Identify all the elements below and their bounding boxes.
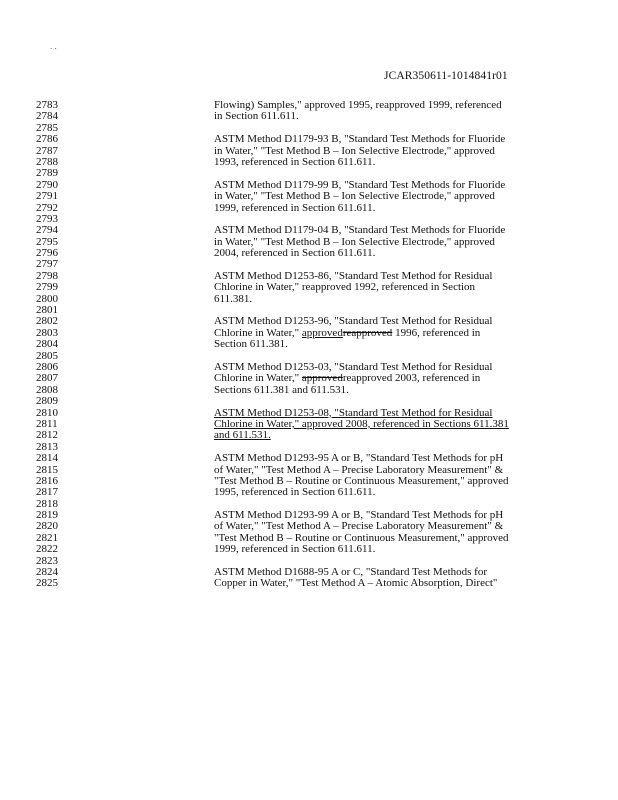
line-number: 2811: [36, 417, 58, 430]
line-number: 2803: [36, 326, 58, 339]
text-segment: ASTM Method D1253-96, "Standard Test Method for Residual: [214, 315, 493, 328]
line-number: 2785: [36, 121, 58, 134]
text-segment: in Water," "Test Method B – Ion Selective Electrode," approved: [214, 190, 495, 203]
line-number: 2798: [36, 269, 58, 282]
text-segment: 1993, referenced in Section 611.611.: [214, 155, 376, 168]
line-text: [214, 578, 497, 589]
line-number: 2794: [36, 224, 58, 237]
inserted-text: Chlorine in Water," approved 2008, referenced in Sections 611.381: [214, 417, 509, 430]
inserted-text: approved: [301, 326, 343, 339]
line-number: 2822: [36, 543, 58, 556]
line-number: 2791: [36, 190, 58, 203]
line-number: 2817: [36, 486, 58, 499]
line-text: [214, 339, 288, 350]
deleted-text: approved: [301, 372, 343, 385]
line-number: 2796: [36, 247, 58, 260]
text-segment: "Test Method B – Routine or Continuous Measurement," approved: [214, 474, 509, 487]
text-line: [0, 282, 618, 293]
text-segment: 1999, referenced in Section 611.611.: [214, 201, 376, 214]
text-line: [0, 430, 618, 441]
text-segment: in Water," "Test Method B – Ion Selective Electrode," approved: [214, 235, 495, 248]
text-line: [0, 294, 618, 305]
text-segment: ASTM Method D1293-95 A or B, "Standard Test Methods for pH: [214, 452, 504, 465]
line-number: 2809: [36, 395, 58, 408]
line-number: 2792: [36, 201, 58, 214]
text-line: [0, 487, 618, 498]
text-line: [0, 157, 618, 168]
text-line: [0, 419, 618, 430]
line-number: 2815: [36, 463, 58, 476]
line-text: [214, 385, 349, 396]
line-number: 2824: [36, 566, 58, 579]
line-text: [214, 157, 375, 168]
line-number: 2823: [36, 554, 58, 567]
text-line: [0, 100, 618, 111]
text-line: [0, 111, 618, 122]
text-segment: 1996, referenced in: [392, 326, 481, 339]
text-segment: ASTM Method D1688-95 A or C, "Standard Test Methods for: [214, 566, 488, 579]
text-segment: 611.381.: [214, 292, 253, 305]
text-segment: 1995, referenced in Section 611.611.: [214, 486, 376, 499]
text-segment: ASTM Method D1253-03, "Standard Test Method for Residual: [214, 360, 493, 373]
line-text: [214, 487, 375, 498]
line-number: 2787: [36, 144, 58, 157]
line-number: 2784: [36, 110, 58, 123]
line-number: 2805: [36, 349, 58, 362]
text-segment: of Water," "Test Method A – Precise Laboratory Measurement" &: [214, 463, 504, 476]
line-number: 2819: [36, 509, 58, 522]
text-segment: in Water," "Test Method B – Ion Selective Electrode," approved: [214, 144, 495, 157]
text-segment: ASTM Method D1179-99 B, "Standard Test Methods for Fluoride: [214, 178, 506, 191]
line-number: 2825: [36, 577, 58, 590]
line-number: 2783: [36, 99, 58, 111]
line-number: 2816: [36, 474, 58, 487]
text-segment: ASTM Method D1293-99 A or B, "Standard Test Methods for pH: [214, 509, 504, 522]
line-number: 2821: [36, 531, 58, 544]
text-segment: Sections 611.381 and 611.531.: [214, 383, 349, 396]
text-segment: Section 611.381.: [214, 338, 288, 351]
text-line: [0, 578, 618, 589]
line-text: [214, 544, 375, 555]
line-number: 2786: [36, 133, 58, 146]
line-text: [214, 282, 475, 293]
text-segment: 2004, referenced in Section 611.611.: [214, 247, 376, 260]
line-text: [214, 111, 299, 122]
scan-speck-mark: . .: [50, 41, 57, 51]
line-number: 2820: [36, 520, 58, 533]
text-line: [0, 339, 618, 350]
line-number: 2797: [36, 258, 58, 271]
line-text: [214, 248, 375, 259]
line-number: 2804: [36, 338, 58, 351]
text-segment: Chlorine in Water,": [214, 326, 302, 339]
text-segment: ASTM Method D1179-04 B, "Standard Test Methods for Fluoride: [214, 224, 506, 237]
text-segment: 1999, referenced in Section 611.611.: [214, 543, 376, 556]
text-segment: in Section 611.611.: [214, 110, 299, 123]
line-number: 2806: [36, 360, 58, 373]
text-line: [0, 544, 618, 555]
document-id-header: JCAR350611-1014841r01: [384, 70, 508, 82]
line-number: 2813: [36, 440, 58, 453]
inserted-text: ASTM Method D1253-08, "Standard Test Method for Residual: [214, 406, 493, 419]
line-text: [214, 294, 252, 305]
line-number: 2808: [36, 383, 58, 396]
line-number: 2812: [36, 429, 58, 442]
text-segment: of Water," "Test Method A – Precise Laboratory Measurement" &: [214, 520, 504, 533]
text-segment: Copper in Water," "Test Method A – Atomic Absorption, Direct": [214, 577, 498, 590]
line-number: 2789: [36, 167, 58, 180]
line-number: 2799: [36, 281, 58, 294]
line-number: 2788: [36, 155, 58, 168]
line-number: 2800: [36, 292, 58, 305]
line-text: [214, 430, 271, 441]
text-segment: ASTM Method D1179-93 B, "Standard Test Methods for Fluoride: [214, 133, 506, 146]
text-segment: Chlorine in Water,": [214, 372, 302, 385]
line-number: 2807: [36, 372, 58, 385]
text-segment: ASTM Method D1253-86, "Standard Test Method for Residual: [214, 269, 493, 282]
text-line: [0, 385, 618, 396]
text-segment: reapproved 2003, referenced in: [342, 372, 481, 385]
line-number: 2818: [36, 497, 58, 510]
text-segment: Flowing) Samples," approved 1995, reapproved 1999, referenced: [214, 99, 502, 111]
line-number: 2795: [36, 235, 58, 248]
line-numbered-text-body: [0, 100, 618, 590]
line-number: 2814: [36, 452, 58, 465]
line-number: 2793: [36, 212, 58, 225]
line-number: 2802: [36, 315, 58, 328]
line-number: 2810: [36, 406, 58, 419]
line-text: [214, 203, 375, 214]
deleted-text: reapproved: [342, 326, 393, 339]
line-number: 2790: [36, 178, 58, 191]
text-line: [0, 248, 618, 259]
text-segment: Chlorine in Water," reapproved 1992, referenced in Section: [214, 281, 476, 294]
line-number: 2801: [36, 304, 58, 317]
text-line: [0, 328, 618, 339]
text-segment: "Test Method B – Routine or Continuous Measurement," approved: [214, 531, 509, 544]
inserted-text: and 611.531.: [214, 429, 271, 442]
text-line: [0, 203, 618, 214]
